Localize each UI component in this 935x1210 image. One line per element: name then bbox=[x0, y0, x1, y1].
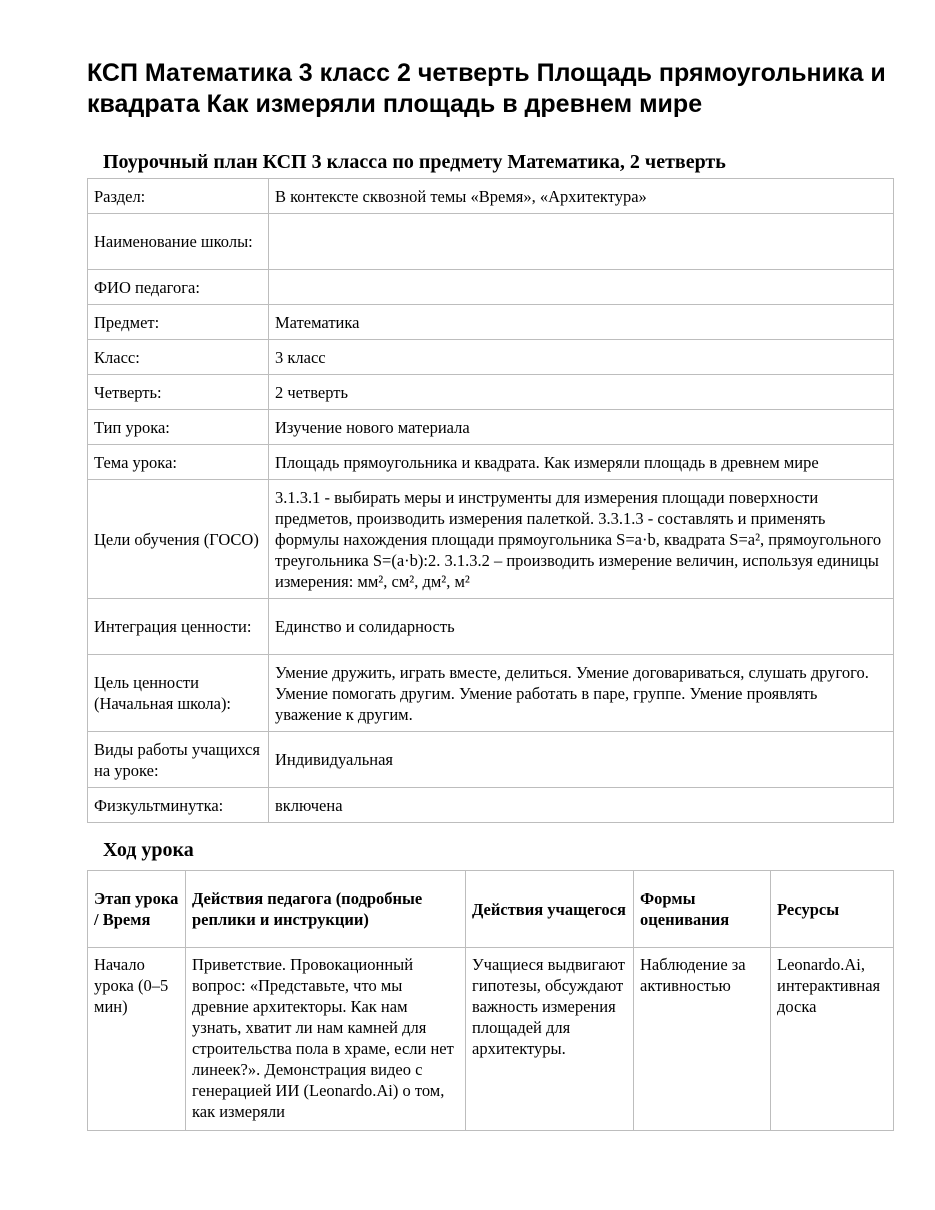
row-label: Виды работы учащихся на уроке: bbox=[88, 732, 269, 788]
row-label: Четверть: bbox=[88, 375, 269, 410]
row-label: Раздел: bbox=[88, 179, 269, 214]
table-row bbox=[88, 305, 894, 340]
document-title: КСП Математика 3 класс 2 четверть Площадь прямоугольника и квадрата Как измеряли площадь в древнем мире bbox=[87, 59, 886, 118]
row-value: 3.1.3.1 - выбирать меры и инструменты для измерения площади поверхности предметов, производить измерения палеткой. 3.3.1.3 - составлять и применять формулы нахождения площади прямоугольника S=a·b, квадрата S=a², прямоугольного треугольника S=(a·b):2. 3.1.3.2 – производить измерение величин, используя единицы измерения: мм², см², дм², м² bbox=[269, 480, 894, 599]
table-row bbox=[88, 410, 894, 445]
table-row bbox=[88, 732, 894, 788]
lesson-flow-table bbox=[87, 870, 894, 1131]
row-label: Наименование школы: bbox=[88, 214, 269, 270]
column-header-teacher: Действия педагога (подробные реплики и инструкции) bbox=[186, 871, 466, 948]
assessment-cell: Наблюдение за активностью bbox=[634, 948, 771, 1131]
table-row bbox=[88, 948, 894, 1131]
resources-cell: Leonardo.Ai, интерактивная доска bbox=[771, 948, 894, 1131]
row-value: 3 класс bbox=[269, 340, 894, 375]
table-row bbox=[88, 445, 894, 480]
row-value: Единство и солидарность bbox=[269, 599, 894, 655]
row-value: В контексте сквозной темы «Время», «Архитектура» bbox=[269, 179, 894, 214]
table-row bbox=[88, 214, 894, 270]
lesson-heading: Ход урока bbox=[103, 839, 194, 861]
table-row bbox=[88, 340, 894, 375]
table-row bbox=[88, 655, 894, 732]
row-value: Умение дружить, играть вместе, делиться. Умение договариваться, слушать другого. Умение помогать другим. Умение работать в паре, группе. Умение проявлять уважение к другим. bbox=[269, 655, 894, 732]
table-row bbox=[88, 480, 894, 599]
row-value bbox=[269, 214, 894, 270]
row-label: Тема урока: bbox=[88, 445, 269, 480]
teacher-actions-cell: Приветствие. Провокационный вопрос: «Представьте, что мы древние архитекторы. Как нам узнать, хватит ли нам камней для строительства пола в храме, если нет линеек?». Демонстрация видео с генерацией ИИ (Leonardo.Ai) о том, как измеряли bbox=[186, 948, 466, 1131]
row-value: Индивидуальная bbox=[269, 732, 894, 788]
row-value: 2 четверть bbox=[269, 375, 894, 410]
table-row bbox=[88, 788, 894, 823]
row-label: ФИО педагога: bbox=[88, 270, 269, 305]
row-value: Изучение нового материала bbox=[269, 410, 894, 445]
row-value: Площадь прямоугольника и квадрата. Как измеряли площадь в древнем мире bbox=[269, 445, 894, 480]
column-header-resources: Ресурсы bbox=[771, 871, 894, 948]
column-header-assessment: Формы оценивания bbox=[634, 871, 771, 948]
row-label: Цели обучения (ГОСО) bbox=[88, 480, 269, 599]
table-header-row bbox=[88, 871, 894, 948]
row-label: Класс: bbox=[88, 340, 269, 375]
row-label: Предмет: bbox=[88, 305, 269, 340]
row-label: Тип урока: bbox=[88, 410, 269, 445]
column-header-student: Действия учащегося bbox=[466, 871, 634, 948]
row-value: включена bbox=[269, 788, 894, 823]
table-row bbox=[88, 270, 894, 305]
table-row bbox=[88, 599, 894, 655]
lesson-plan-table bbox=[87, 178, 894, 823]
document-page bbox=[87, 58, 893, 1131]
table-row bbox=[88, 179, 894, 214]
row-label: Физкультминутка: bbox=[88, 788, 269, 823]
row-label: Интеграция ценности: bbox=[88, 599, 269, 655]
row-value: Математика bbox=[269, 305, 894, 340]
plan-heading: Поурочный план КСП 3 класса по предмету Математика, 2 четверть bbox=[103, 151, 726, 173]
student-actions-cell: Учащиеся выдвигают гипотезы, обсуждают важность измерения площадей для архитектуры. bbox=[466, 948, 634, 1131]
row-label: Цель ценности (Начальная школа): bbox=[88, 655, 269, 732]
stage-cell: Начало урока (0–5 мин) bbox=[88, 948, 186, 1131]
row-value bbox=[269, 270, 894, 305]
table-row bbox=[88, 375, 894, 410]
column-header-stage: Этап урока / Время bbox=[88, 871, 186, 948]
